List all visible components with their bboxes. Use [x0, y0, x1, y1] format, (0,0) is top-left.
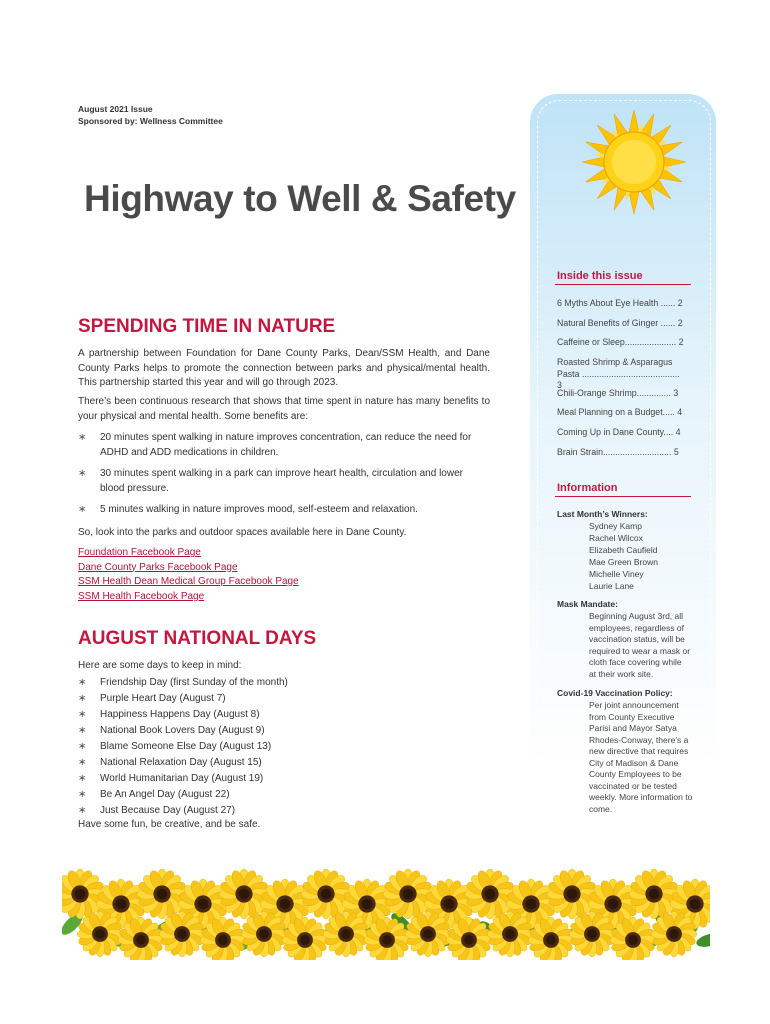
- list-item: ∗ 30 minutes spent walking in a park can improve heart health, circulation and lower blood pressure.: [78, 468, 463, 494]
- winner-name: Michelle Viney: [589, 569, 644, 579]
- list-item: ∗ Be An Angel Day (August 22): [78, 787, 490, 803]
- nature-para-3: So, look into the parks and outdoor spaces available here in Dane County.: [78, 527, 407, 538]
- bullet-star-icon: ∗: [78, 725, 87, 736]
- national-days-intro: Here are some days to keep in mind:: [78, 660, 242, 671]
- sunflower: [629, 869, 679, 919]
- mask-text: Beginning August 3rd, all employees, regardless of vaccination status, will be required to wear a mask or cloth face covering while at their work site.: [589, 611, 691, 679]
- winner-name: Rachel Wilcox: [589, 533, 643, 543]
- nature-para-1: A partnership between Foundation for Dane County Parks, Dean/SSM Health, and Dane County Parks helps to promote the connection between parks and physical/mental health. This partnership started this year and will go through 2023.: [78, 348, 490, 388]
- sunflower: [219, 869, 269, 919]
- nature-heading: SPENDING TIME IN NATURE: [78, 316, 336, 337]
- bullet-star-icon: ∗: [78, 693, 87, 704]
- bullet-star-icon: ∗: [78, 757, 87, 768]
- list-item: ∗ Just Because Day (August 27): [78, 803, 490, 819]
- bullet-star-icon: ∗: [78, 789, 87, 800]
- list-item: ∗ Happiness Happens Day (August 8): [78, 707, 490, 723]
- sunflower: [159, 911, 205, 957]
- toc-item[interactable]: 6 Myths About Eye Health ...... 2: [557, 298, 683, 308]
- bullet-star-icon: ∗: [78, 468, 87, 479]
- foundation-facebook-link[interactable]: Foundation Facebook Page: [78, 547, 201, 558]
- sunflower: [651, 911, 697, 957]
- information-heading: Information: [557, 482, 618, 494]
- ssm-health-facebook-link[interactable]: SSM Health Facebook Page: [78, 590, 205, 602]
- bullet-star-icon: ∗: [78, 504, 87, 515]
- bullet-star-icon: ∗: [78, 432, 87, 443]
- list-item: ∗ 5 minutes walking in nature improves mood, self-esteem and relaxation.: [78, 503, 490, 518]
- toc-item[interactable]: Brain Strain............................ 5: [557, 447, 679, 457]
- newsletter-title: Highway to Well & Safety: [84, 178, 516, 219]
- sunflower: [301, 869, 351, 919]
- sunflower: [323, 911, 369, 957]
- list-item: ∗ National Book Lovers Day (August 9): [78, 723, 490, 739]
- list-item: ∗ Purple Heart Day (August 7): [78, 691, 490, 707]
- issue-date: August 2021 Issue: [78, 104, 153, 114]
- information-rule: [555, 496, 691, 497]
- national-days-list: [78, 675, 490, 819]
- sunflower: [487, 911, 533, 957]
- toc-item[interactable]: Natural Benefits of Ginger ...... 2: [557, 318, 683, 328]
- covid-text: Per joint announcement from County Executive Parisi and Mayor Satya Rhodes-Conway, there’s a new directive that requires City of Madison & Dane County Employees to be vaccinated or be tested weekly. More information to come.: [589, 700, 693, 814]
- sunflower: [77, 911, 123, 957]
- facebook-links: [78, 546, 299, 604]
- national-days-closing: Have some fun, be creative, and be safe.: [78, 819, 261, 830]
- sunflower: [383, 869, 433, 919]
- sunflower: [465, 869, 515, 919]
- winners-list: [589, 520, 658, 592]
- sun-icon: [580, 108, 688, 216]
- sunflower: [137, 869, 187, 919]
- inside-issue-heading: Inside this issue: [557, 270, 643, 282]
- winner-name: Mae Green Brown: [589, 557, 658, 567]
- toc-item[interactable]: Chili-Orange Shrimp.............. 3: [557, 388, 679, 398]
- sunflower: [241, 911, 287, 957]
- bullet-star-icon: ∗: [78, 709, 87, 720]
- national-days-heading: AUGUST NATIONAL DAYS: [78, 628, 317, 649]
- bullet-star-icon: ∗: [78, 773, 87, 784]
- toc-item[interactable]: Caffeine or Sleep..................... 2: [557, 337, 684, 347]
- toc-item[interactable]: Meal Planning on a Budget..... 4: [557, 407, 683, 417]
- covid-label: Covid-19 Vaccination Policy:: [557, 688, 673, 698]
- bullet-star-icon: ∗: [78, 805, 87, 816]
- list-item: ∗ Blame Someone Else Day (August 13): [78, 739, 490, 755]
- bullet-star-icon: ∗: [78, 741, 87, 752]
- nature-para-2: There’s been continuous research that shows that time spent in nature has many benefits to your physical and mental health. Some benefits are:: [78, 396, 490, 422]
- dane-parks-facebook-link[interactable]: Dane County Parks Facebook Page: [78, 561, 238, 573]
- sunflower-border: [62, 864, 710, 960]
- issue-meta: [78, 103, 223, 127]
- winners-label: Last Month’s Winners:: [557, 509, 648, 519]
- benefits-list: [78, 431, 490, 518]
- inside-issue-rule: [555, 284, 691, 285]
- sunflower: [569, 911, 615, 957]
- ssm-dean-facebook-link[interactable]: SSM Health Dean Medical Group Facebook Page: [78, 576, 299, 587]
- list-item: ∗ National Relaxation Day (August 15): [78, 755, 490, 771]
- list-item: ∗ Friendship Day (first Sunday of the month): [78, 675, 490, 691]
- toc-item[interactable]: Coming Up in Dane County.... 4: [557, 427, 681, 437]
- sunflower: [405, 911, 451, 957]
- winner-name: Sydney Kamp: [589, 521, 642, 531]
- bullet-star-icon: ∗: [78, 677, 87, 688]
- list-item: ∗ 20 minutes spent walking in nature improves concentration, can reduce the need for ADHD and ADD medications in children.: [78, 432, 472, 458]
- toc-item[interactable]: Roasted Shrimp & Asparagus Pasta ........................................ 3: [557, 357, 680, 390]
- sponsor-line: Sponsored by: Wellness Committee: [78, 116, 223, 126]
- mask-label: Mask Mandate:: [557, 599, 618, 609]
- winner-name: Laurie Lane: [589, 581, 634, 591]
- list-item: ∗ World Humanitarian Day (August 19): [78, 771, 490, 787]
- winner-name: Elizabeth Caufield: [589, 545, 658, 555]
- sunflower: [547, 869, 597, 919]
- leaf: [695, 931, 710, 950]
